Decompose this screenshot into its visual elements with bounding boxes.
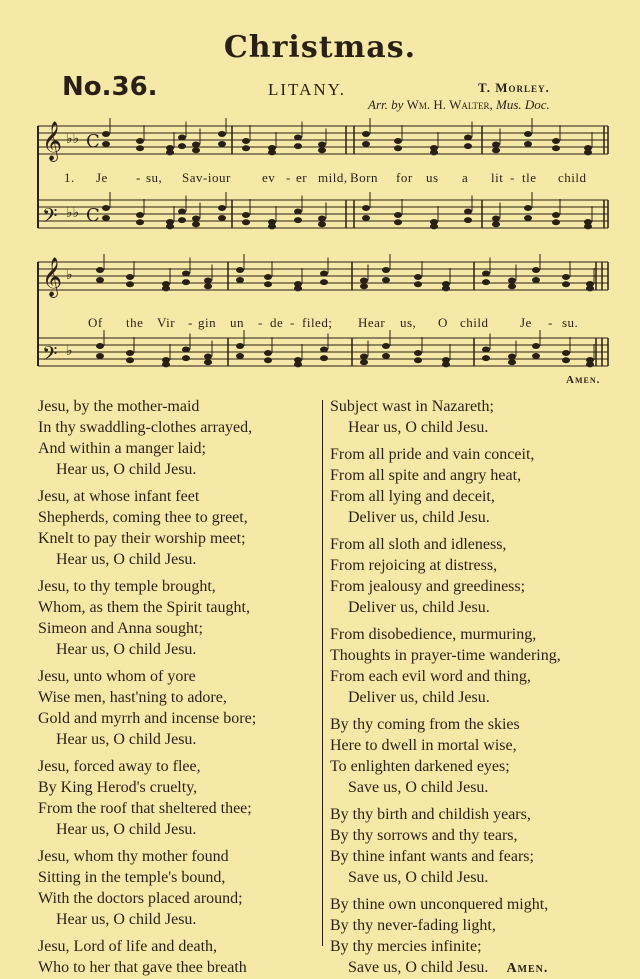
lyric-syllable: the <box>126 315 144 330</box>
verse-line: From all pride and vain conceit, <box>330 446 535 463</box>
note <box>482 355 490 361</box>
verse-line: Knelt to pay their worship meet; <box>38 530 246 547</box>
lyric-syllable: us <box>426 170 439 185</box>
note <box>204 354 212 360</box>
note <box>178 217 186 223</box>
note <box>96 353 104 359</box>
note <box>166 223 174 229</box>
verse-line: By thine infant wants and fears; <box>330 848 534 865</box>
lyric-syllable: - <box>286 170 291 185</box>
note <box>430 149 438 155</box>
lyric-syllable: child <box>558 170 587 185</box>
note <box>264 350 272 356</box>
note <box>218 141 226 147</box>
note <box>126 350 134 356</box>
column-divider <box>322 400 323 946</box>
lyric-syllable: su. <box>562 315 579 330</box>
note <box>182 279 190 285</box>
lyric-syllable: child <box>460 315 489 330</box>
note <box>126 357 134 363</box>
stanza <box>330 714 630 798</box>
verse-line: From all sloth and idleness, <box>330 536 507 553</box>
verse-line: By King Herod's cruelty, <box>38 779 198 796</box>
flat-sign-icon: ♭ <box>66 267 73 283</box>
note <box>508 283 516 289</box>
verse-line: Hear us, O child Jesu. <box>56 461 197 478</box>
verse-line: By thy never-fading light, <box>330 917 496 934</box>
verse-line: From jealousy and greediness; <box>330 578 526 595</box>
bass-clef-icon: 𝄢 <box>42 204 58 232</box>
verse-line: Shepherds, coming thee to greet, <box>38 509 248 526</box>
note <box>166 149 174 155</box>
stanza <box>38 846 318 930</box>
verse-line: Deliver us, child Jesu. <box>348 689 490 706</box>
lyric-syllable: lit <box>491 170 504 185</box>
lyric-syllable: a <box>462 170 469 185</box>
text-column-left <box>38 396 318 978</box>
note <box>294 143 302 149</box>
verse-line: With the doctors placed around; <box>38 890 243 907</box>
note <box>318 142 326 148</box>
verse-line: To enlighten darkened eyes; <box>330 758 510 775</box>
treble-clef-icon: 𝄞 <box>42 121 63 161</box>
note <box>552 212 560 218</box>
note <box>464 135 472 141</box>
music-score <box>36 118 616 388</box>
note <box>264 281 272 287</box>
note <box>360 359 368 365</box>
note <box>584 223 592 229</box>
note <box>102 141 110 147</box>
note <box>430 223 438 229</box>
note <box>182 355 190 361</box>
note <box>482 279 490 285</box>
treble-clef-icon: 𝄞 <box>42 257 63 297</box>
lyric-syllable: - <box>188 315 193 330</box>
note <box>414 357 422 363</box>
lyric-syllable: us, <box>400 315 417 330</box>
verse-line: Save us, O child Jesu. <box>348 779 489 796</box>
verse-line: Hear us, O child Jesu. <box>348 419 489 436</box>
note <box>264 274 272 280</box>
note <box>102 215 110 221</box>
note <box>492 142 500 148</box>
hymn-number: No.36. <box>62 72 158 102</box>
note <box>532 343 540 349</box>
note <box>204 283 212 289</box>
lyric-syllable: Of <box>88 315 103 330</box>
verse-line: Subject wast in Nazareth; <box>330 398 494 415</box>
note <box>360 283 368 289</box>
verse-line: By thy mercies infinite; <box>330 938 482 955</box>
lyric-syllable: - <box>136 170 141 185</box>
note <box>192 147 200 153</box>
lyric-syllable: Vir <box>157 315 176 330</box>
note <box>524 131 532 137</box>
note <box>492 216 500 222</box>
note <box>414 274 422 280</box>
verse-line: Hear us, O child Jesu. <box>56 551 197 568</box>
note <box>362 215 370 221</box>
note <box>218 131 226 137</box>
note <box>102 131 110 137</box>
note <box>136 212 144 218</box>
lyric-syllable: gin <box>198 315 217 330</box>
verse-line: Who to her that gave thee breath <box>38 959 247 976</box>
note <box>492 221 500 227</box>
note <box>204 278 212 284</box>
stanza <box>330 534 630 618</box>
note <box>524 205 532 211</box>
note <box>532 353 540 359</box>
note <box>162 361 170 367</box>
verse-line: Wise men, hast'ning to adore, <box>38 689 227 706</box>
note <box>360 278 368 284</box>
stanza <box>38 756 318 840</box>
verse-line: Deliver us, child Jesu. <box>348 509 490 526</box>
lyric-syllable: ev <box>262 170 276 185</box>
verse-line: Hear us, O child Jesu. <box>56 911 197 928</box>
lyric-syllable: Je <box>520 315 532 330</box>
stanza <box>330 444 630 528</box>
note <box>268 149 276 155</box>
note <box>562 357 570 363</box>
note <box>178 209 186 215</box>
note <box>320 271 328 277</box>
note <box>552 219 560 225</box>
stanza <box>330 894 630 979</box>
stanza <box>38 936 318 978</box>
arranger-degree: Mus. Doc. <box>496 97 550 112</box>
note <box>268 223 276 229</box>
verse-line: Jesu, to thy temple brought, <box>38 578 216 595</box>
verse-line: Hear us, O child Jesu. <box>56 821 197 838</box>
stanza <box>38 486 318 570</box>
note <box>508 278 516 284</box>
verse-line: From all lying and deceit, <box>330 488 495 505</box>
note <box>382 277 390 283</box>
verse-line: In thy swaddling-clothes arrayed, <box>38 419 253 436</box>
note <box>136 219 144 225</box>
note <box>236 277 244 283</box>
verse-line: Simeon and Anna sought; <box>38 620 203 637</box>
note <box>294 361 302 367</box>
verse-line: By thine own unconquered might, <box>330 896 549 913</box>
composer-credit: T. Morley. <box>478 80 550 95</box>
note <box>242 145 250 151</box>
note <box>182 347 190 353</box>
stanza <box>330 396 630 438</box>
note <box>102 205 110 211</box>
stanza <box>38 576 318 660</box>
arranger-name: Wm. H. Walter, <box>406 97 493 112</box>
note <box>360 354 368 360</box>
note <box>586 285 594 291</box>
lyric-syllable: - <box>548 315 553 330</box>
lyric-syllable: for <box>396 170 413 185</box>
note <box>218 205 226 211</box>
verse-line: From all spite and angry heat, <box>330 467 522 484</box>
note <box>442 361 450 367</box>
note <box>562 274 570 280</box>
verse-line: By thy birth and childish years, <box>330 806 531 823</box>
verse-line: Gold and myrrh and incense bore; <box>38 710 257 727</box>
stanza <box>38 666 318 750</box>
note <box>96 277 104 283</box>
note <box>242 138 250 144</box>
note <box>464 143 472 149</box>
note <box>182 271 190 277</box>
note <box>584 149 592 155</box>
lyric-syllable: Sav-iour <box>182 170 231 185</box>
note <box>236 267 244 273</box>
note <box>562 281 570 287</box>
note <box>382 353 390 359</box>
note <box>294 209 302 215</box>
note <box>482 347 490 353</box>
text-column-right <box>330 396 630 979</box>
note <box>482 271 490 277</box>
lyric-syllable: Born <box>350 170 378 185</box>
lyric-syllable: tle <box>522 170 537 185</box>
note <box>192 221 200 227</box>
verse-line: Jesu, by the mother-maid <box>38 398 200 415</box>
note <box>178 135 186 141</box>
amen-label: Amen. <box>566 374 601 386</box>
verse-line: By thy coming from the skies <box>330 716 520 733</box>
common-time-icon: C <box>86 131 100 152</box>
note <box>394 138 402 144</box>
stanza <box>330 804 630 888</box>
verse-line: From disobedience, murmuring, <box>330 626 537 643</box>
bass-clef-icon: 𝄢 <box>42 342 58 370</box>
note <box>192 142 200 148</box>
note <box>178 143 186 149</box>
lyric-syllable: 1. <box>64 170 75 185</box>
lyric-syllable: - <box>258 315 263 330</box>
stanza <box>38 396 318 480</box>
note <box>532 277 540 283</box>
verse-line: Jesu, at whose infant feet <box>38 488 200 505</box>
note <box>264 357 272 363</box>
lyric-syllable: - <box>510 170 515 185</box>
note <box>96 343 104 349</box>
verse-line: Save us, O child Jesu. <box>348 869 489 886</box>
note <box>414 281 422 287</box>
note <box>394 219 402 225</box>
note <box>192 216 200 222</box>
lyric-syllable: de <box>270 315 284 330</box>
common-time-icon: C <box>86 205 100 226</box>
note <box>394 145 402 151</box>
lyric-syllable: er <box>296 170 308 185</box>
verse-line: Hear us, O child Jesu. <box>56 641 197 658</box>
lyric-syllable: - <box>290 315 295 330</box>
note <box>524 141 532 147</box>
verse-line: By thy sorrows and thy tears, <box>330 827 518 844</box>
note <box>318 147 326 153</box>
note <box>320 355 328 361</box>
note <box>562 350 570 356</box>
note <box>204 359 212 365</box>
arranger-credit <box>368 97 550 113</box>
note <box>294 135 302 141</box>
note <box>532 267 540 273</box>
note <box>162 285 170 291</box>
verse-line: From each evil word and thing, <box>330 668 531 685</box>
verse-line: Hear us, O child Jesu. <box>56 731 197 748</box>
note <box>242 212 250 218</box>
note <box>236 343 244 349</box>
note <box>586 361 594 367</box>
note <box>218 215 226 221</box>
note <box>236 353 244 359</box>
flat-sign-icon: ♭♭ <box>66 205 80 221</box>
note <box>318 221 326 227</box>
lyric-syllable: filed; <box>302 315 333 330</box>
verse-line: From the roof that sheltered thee; <box>38 800 252 817</box>
note <box>552 145 560 151</box>
stanza <box>330 624 630 708</box>
note <box>464 209 472 215</box>
verse-line: Here to dwell in mortal wise, <box>330 737 517 754</box>
note <box>382 267 390 273</box>
note <box>362 131 370 137</box>
note <box>382 343 390 349</box>
note <box>294 285 302 291</box>
note <box>552 138 560 144</box>
lyric-syllable: Je <box>96 170 108 185</box>
verse-line: Sitting in the temple's bound, <box>38 869 226 886</box>
verse-line: Thoughts in prayer-time wandering, <box>330 647 561 664</box>
note <box>96 267 104 273</box>
note <box>492 147 500 153</box>
note <box>464 217 472 223</box>
note <box>414 350 422 356</box>
note <box>508 354 516 360</box>
lyric-syllable: mild, <box>318 170 348 185</box>
verse-line: From rejoicing at distress, <box>330 557 498 574</box>
note <box>320 279 328 285</box>
verse-line: Save us, O child Jesu. Amen. <box>348 959 549 976</box>
verse-line: Whom, as them the Spirit taught, <box>38 599 250 616</box>
note <box>136 145 144 151</box>
note <box>508 359 516 365</box>
note <box>318 216 326 222</box>
note <box>362 141 370 147</box>
lyric-syllable: su, <box>146 170 163 185</box>
note <box>294 217 302 223</box>
arranger-prefix: Arr. by <box>368 97 404 112</box>
tune-name: LITANY. <box>268 80 346 99</box>
lyric-syllable: Hear <box>358 315 386 330</box>
note <box>442 285 450 291</box>
verse-line: And within a manger laid; <box>38 440 206 457</box>
note <box>126 274 134 280</box>
verse-line: Deliver us, child Jesu. <box>348 599 490 616</box>
note <box>126 281 134 287</box>
note <box>362 205 370 211</box>
lyric-syllable: un <box>230 315 244 330</box>
section-heading: Christmas. <box>223 30 417 65</box>
verse-line: Jesu, Lord of life and death, <box>38 938 218 955</box>
note <box>394 212 402 218</box>
flat-sign-icon: ♭♭ <box>66 131 80 147</box>
verse-line: Jesu, whom thy mother found <box>38 848 229 865</box>
note <box>524 215 532 221</box>
note <box>242 219 250 225</box>
final-amen: Amen. <box>506 961 549 976</box>
note <box>136 138 144 144</box>
verse-line: Jesu, forced away to flee, <box>38 758 201 775</box>
lyric-syllable: O <box>438 315 448 330</box>
verse-line: Jesu, unto whom of yore <box>38 668 196 685</box>
note <box>320 347 328 353</box>
flat-sign-icon: ♭ <box>66 343 73 359</box>
